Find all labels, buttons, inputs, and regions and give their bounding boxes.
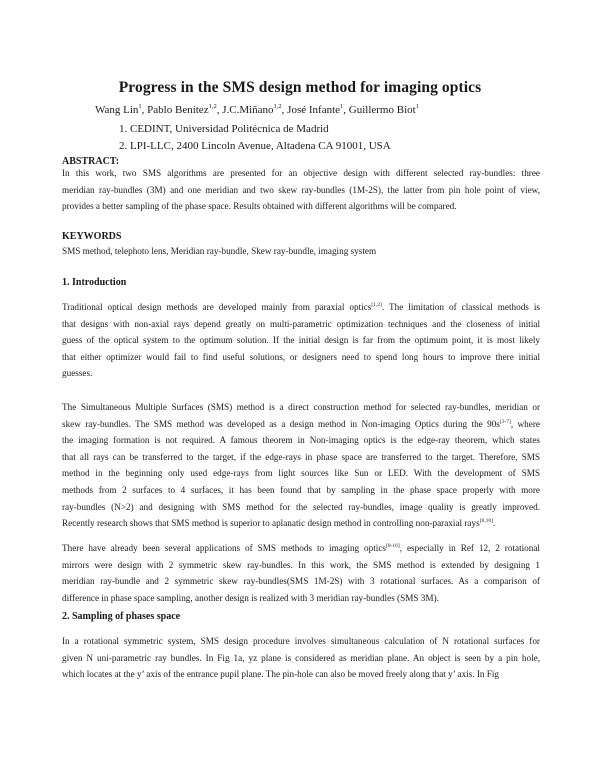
text-line: In this work, two SMS algorithms are presented for an objective design with different selected ray-bundles: three — [62, 168, 540, 178]
section-1-paragraph-2 — [62, 399, 540, 532]
author-affiliation-mark: 1,2 — [208, 103, 217, 110]
citation-mark: [8-16] — [386, 543, 400, 549]
author-name: Guillermo Biot — [348, 104, 416, 116]
text-line: difference in phase space sampling, another design is realized with 3 meridian ray-bundles (SMS 3M). — [62, 592, 439, 603]
section-1-heading: 1. Introduction — [62, 277, 127, 288]
text-line: skew ray-bundles. The SMS method was developed as a design method in Non-imaging Optics during the 90s[3-7], where — [62, 418, 540, 429]
section-2-heading: 2. Sampling of phases space — [62, 611, 181, 622]
abstract-heading: ABSTRACT: — [62, 156, 120, 167]
author-affiliation-mark: 1,2 — [273, 103, 282, 110]
citation-mark: [3-7] — [499, 418, 511, 425]
text-line: meridian ray-bundles (3M) and one meridian and two skew ray-bundles (1M-2S), the latter from pin hole point of view, — [62, 184, 540, 195]
text-line: guess of the optical system to the optimum solution. If the initial design is far from the optimum point, it is most likely — [62, 335, 540, 346]
text-line: Recently research shows that SMS method is superior to aplanatic design method in controlling non-paraxial rays[8,10]. — [62, 518, 496, 529]
author-affiliation-mark: 1 — [138, 103, 142, 110]
text-line: In a rotational symmetric system, SMS design procedure involves simultaneous calculation of N rotational surfaces for — [62, 636, 540, 646]
text-line: the imaging formation is not required. A famous theorem in Non-imaging optics is the edge-ray theorem, which states — [62, 435, 540, 446]
text-line: meridian ray-bundle and 2 symmetric skew ray-bundles(SMS 1M-2S) with 3 rotational surfaces. As a comparison of — [62, 576, 540, 587]
section-2-paragraph-1 — [62, 633, 540, 683]
author-affiliation-mark: 1 — [415, 103, 419, 110]
paper-title: Progress in the SMS design method for imaging optics — [118, 79, 482, 96]
citation-mark: [8,10] — [479, 518, 493, 525]
text-line: given N uni-parametric ray bundles. In Fig 1a, yz plane is considered as meridian plane. An object is seen by a pin hole, — [62, 652, 540, 663]
text-line: methods from 2 surfaces to 4 surfaces, it has been found that by sampling in the phase space properly with more — [62, 484, 540, 495]
text-line: guesses. — [62, 368, 93, 379]
text-line: that all rays can be transferred to the target, if the edge-rays in phase space are transferred to the target. Therefore, SMS — [62, 451, 540, 462]
citation-mark: [1,2] — [371, 302, 382, 308]
affiliation-1: 1. CEDINT, Universidad Politécnica de Madrid — [119, 123, 329, 135]
section-1-paragraph-1 — [62, 299, 540, 382]
text-line: which locates at the y’ axis of the entrance pupil plane. The pin-hole can also be moved freely along that y’ axis. In Fig — [62, 669, 500, 680]
abstract-body — [62, 165, 540, 215]
author-name: José Infante — [287, 104, 341, 116]
text-line: that either optimizer would fail to find useful solutions, or designers need to spend long hours to improve there initial — [62, 351, 540, 362]
text-line: provides a better sampling of the phase space. Results obtained with different algorithms will be compared. — [62, 201, 457, 212]
author-affiliation-mark: 1 — [340, 103, 344, 110]
keywords-heading: KEYWORDS — [62, 231, 122, 242]
text-line: mirrors were design with 2 symmetric skew ray-bundles. In this work, the SMS method is extended by designing 1 — [62, 559, 540, 570]
text-line: that designs with non-axial rays depend greatly on multi-parametric optimization techniques and the closeness of initial — [62, 318, 540, 329]
author-name: Pablo Benítez — [147, 104, 209, 116]
text-line: The Simultaneous Multiple Surfaces (SMS) method is a direct construction method for selected ray-bundles, meridian or — [62, 402, 540, 412]
text-line: ray-bundles (N>2) and designing with SMS method for the selected ray-bundles, image quality is greatly improved. — [62, 501, 540, 512]
text-line: method in the beginning only used edge-rays from light sources like Sun or LED. With the development of SMS — [62, 468, 540, 479]
text-line: There have already been several applications of SMS methods to imaging optics[8-16], especially in Ref 12, 2 rotational — [62, 543, 540, 553]
section-1-paragraph-3 — [62, 540, 540, 606]
author-name: Wang Lin — [95, 104, 139, 116]
author-name: J.C.Miñano — [222, 104, 274, 116]
affiliation-2: 2. LPI-LLC, 2400 Lincoln Avenue, Altadena CA 91001, USA — [119, 140, 391, 152]
keywords-text: SMS method, telephoto lens, Meridian ray-bundle, Skew ray-bundle, imaging system — [62, 246, 377, 256]
text-line: Traditional optical design methods are developed mainly from paraxial optics[1,2]. The limitation of classical methods is — [62, 302, 540, 312]
author-list: Wang Lin$^1$, Pablo Benítez$^{1,2}$, J.C.Miñano$^{1,2}$, José Infante$^1$, Guillermo Biot$^1$ — [95, 103, 419, 116]
